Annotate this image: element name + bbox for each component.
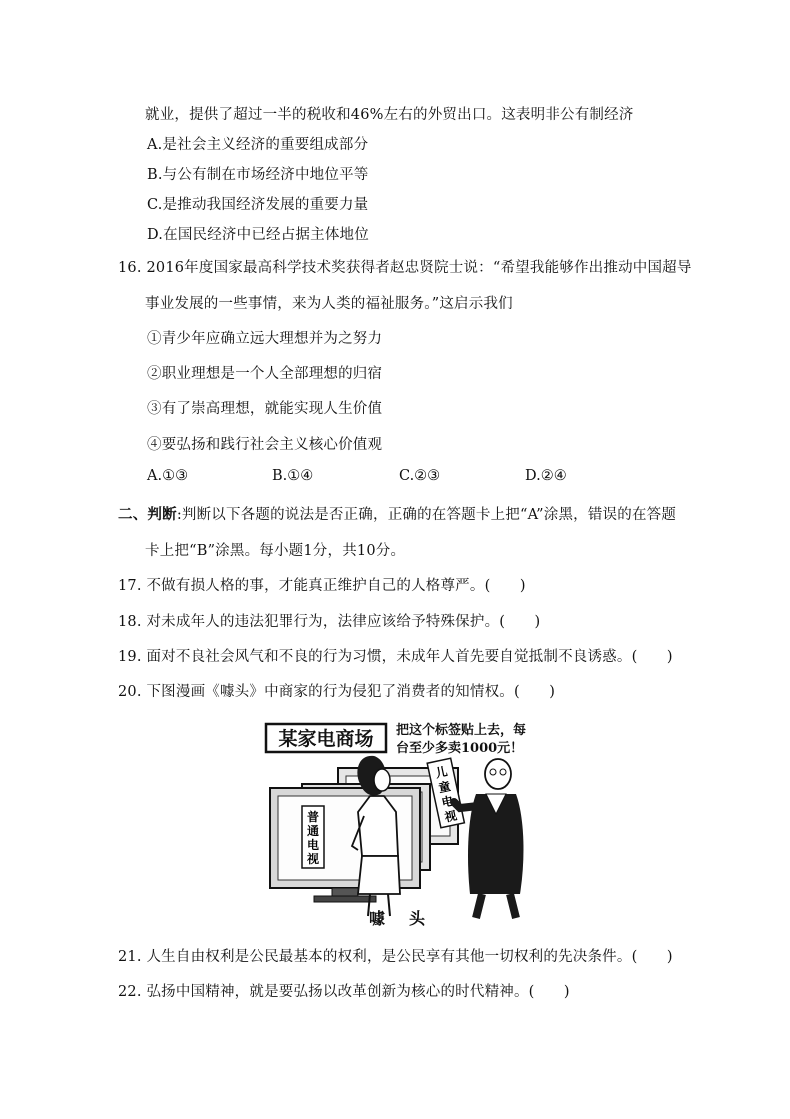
q15-option-c: C.是推动我国经济发展的重要力量 <box>147 197 369 213</box>
q16-stem-line2: 事业发展的一些事情，来为人类的福祉服务。”这启示我们 <box>145 296 513 312</box>
q16-item-2: ②职业理想是一个人全部理想的归宿 <box>147 366 383 382</box>
judgment-19: 19. 面对不良社会风气和不良的行为习惯，未成年人首先要自觉抵制不良诱惑。( ) <box>118 649 673 665</box>
svg-text:电: 电 <box>306 838 320 852</box>
q15-option-b: B.与公有制在市场经济中地位平等 <box>147 167 369 183</box>
section2-instruction-line1: :判断以下各题的说法是否正确，正确的在答题卡上把“A”涂黑，错误的在答题 <box>176 507 677 523</box>
judgment-21: 21. 人生自由权利是公民最基本的权利，是公民享有其他一切权利的先决条件。( ) <box>118 949 673 965</box>
q16-item-1: ①青少年应确立远大理想并为之努力 <box>147 331 383 347</box>
svg-text:视: 视 <box>306 852 320 866</box>
section2-instruction <box>118 503 676 524</box>
q16-choice-d: D.②④ <box>525 468 567 484</box>
svg-text:儿: 儿 <box>434 764 449 781</box>
svg-text:通: 通 <box>306 824 320 838</box>
q16-item-3: ③有了崇高理想，就能实现人生价值 <box>147 401 383 417</box>
svg-text:视: 视 <box>443 808 459 825</box>
judgment-17: 17. 不做有损人格的事，才能真正维护自己的人格尊严。( ) <box>118 578 526 594</box>
speech-line2: 台至少多卖1000元！ <box>396 741 524 756</box>
label-normal-tv <box>302 806 324 868</box>
section2-instruction-line2: 卡上把“B”涂黑。每小题1分，共10分。 <box>145 543 406 559</box>
store-sign-text: 某家电商场 <box>278 728 374 750</box>
svg-text:电: 电 <box>440 793 455 810</box>
q15-stem-tail: 就业，提供了超过一半的税收和46%左右的外贸出口。这表明非公有制经济 <box>145 107 634 123</box>
q16-stem-line1: 16. 2016年度国家最高科学技术奖获得者赵忠贤院士说：“希望我能够作出推动中国超导 <box>118 260 692 276</box>
judgment-18: 18. 对未成年人的违法犯罪行为，法律应该给予特殊保护。( ) <box>118 614 541 630</box>
q16-item-4: ④要弘扬和践行社会主义核心价值观 <box>147 437 383 453</box>
q15-option-a: A.是社会主义经济的重要组成部分 <box>147 137 369 153</box>
section2-heading: 二、判断 <box>118 506 177 523</box>
q15-option-d: D.在国民经济中已经占据主体地位 <box>147 227 369 243</box>
q16-choices <box>147 468 587 488</box>
cartoon-illustration <box>262 716 532 926</box>
cartoon-caption: 噱 头 <box>369 909 430 928</box>
merchant-man-figure <box>454 759 523 918</box>
speech-line1: 把这个标签贴上去，每 <box>396 723 527 738</box>
judgment-22: 22. 弘扬中国精神，就是要弘扬以改革创新为核心的时代精神。( ) <box>118 984 570 1000</box>
svg-text:普: 普 <box>306 810 320 824</box>
q16-choice-b: B.①④ <box>272 468 314 484</box>
q16-choice-a: A.①③ <box>147 468 189 484</box>
svg-text:童: 童 <box>437 779 452 796</box>
judgment-20: 20. 下图漫画《噱头》中商家的行为侵犯了消费者的知情权。( ) <box>118 684 556 700</box>
q16-choice-c: C.②③ <box>399 468 441 484</box>
